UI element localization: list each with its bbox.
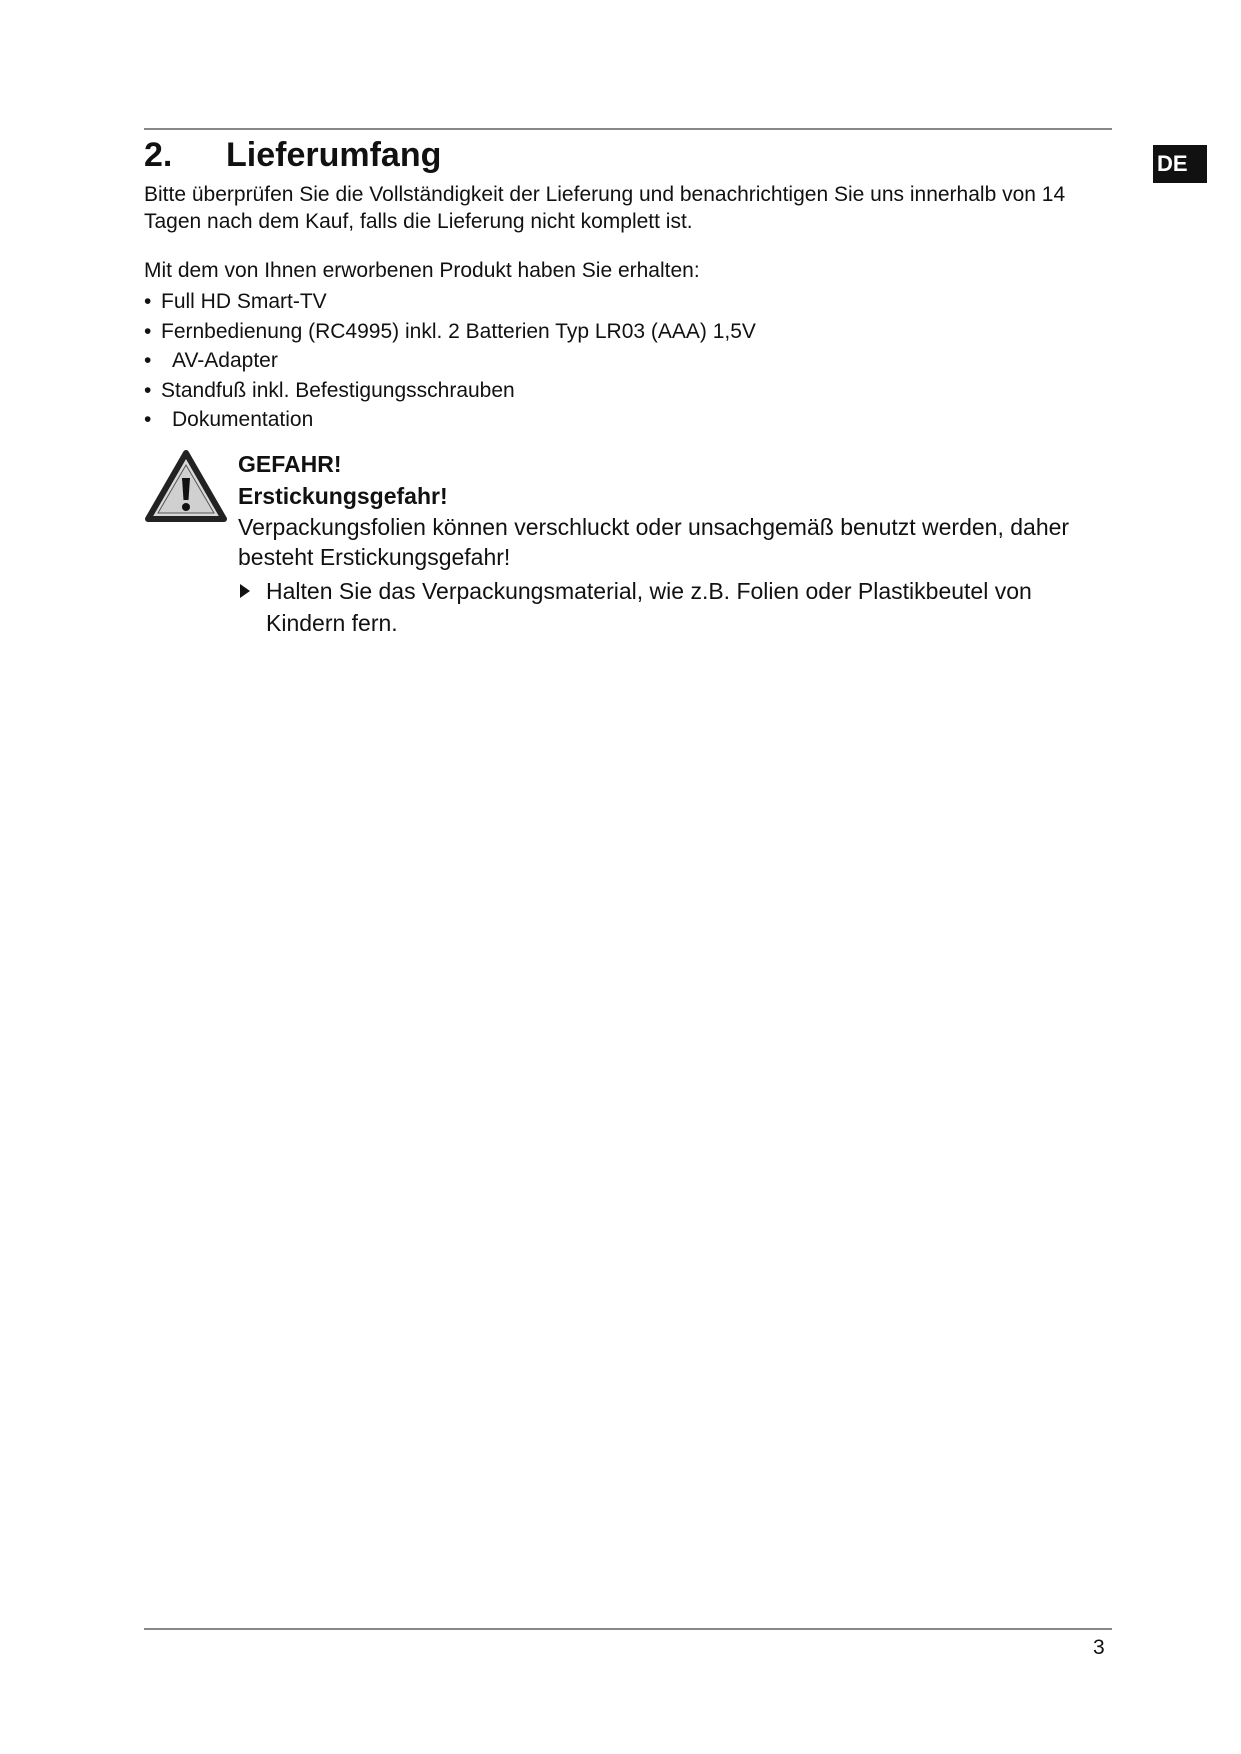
bullet: • xyxy=(144,378,152,402)
page-number: 3 xyxy=(1093,1636,1105,1659)
warning-text: Verpackungsfolien können verschluckt oder unsachgemäß benutzt werden, daher besteht Erstickungsgefahr! xyxy=(238,514,1070,570)
bullet: • xyxy=(144,290,152,313)
warning-instruction: Halten Sie das Verpackungsmaterial, wie z.B. Folien oder Plastikbeutel von Kindern fern. xyxy=(238,575,1108,639)
warning-subtitle: Erstickungsgefahr! xyxy=(238,483,448,509)
section-title: Lieferumfang xyxy=(226,136,442,174)
warning-block xyxy=(238,448,1108,639)
list-item: • AV-Adapter xyxy=(144,346,756,376)
contents-lead: Mit dem von Ihnen erworbenen Produkt haben Sie erhalten: xyxy=(144,259,700,282)
bottom-divider xyxy=(144,1628,1112,1630)
top-divider xyxy=(144,128,1112,130)
warning-title: GEFAHR! xyxy=(238,451,342,477)
bullet: • xyxy=(144,319,152,343)
section-heading xyxy=(144,133,441,177)
language-tab: DE xyxy=(1153,145,1207,183)
arrow-right-icon xyxy=(240,584,250,598)
section-number: 2. xyxy=(144,136,173,174)
list-item: • Full HD Smart-TV xyxy=(144,287,756,317)
bullet: • xyxy=(144,408,152,431)
bullet: • xyxy=(144,349,152,372)
intro-paragraph: Bitte überprüfen Sie die Vollständigkeit der Lieferung und benachrichtigen Sie uns innerhalb von 14 Tagen nach dem Kauf, falls die Lieferung nicht komplett ist. xyxy=(144,183,1066,233)
list-item: • Fernbedienung (RC4995) inkl. 2 Batterien Typ LR03 (AAA) 1,5V xyxy=(144,317,756,347)
list-item: • Dokumentation xyxy=(144,405,756,435)
list-item: • Standfuß inkl. Befestigungsschrauben xyxy=(144,376,756,406)
warning-triangle-icon xyxy=(145,450,227,522)
contents-list xyxy=(144,287,756,435)
